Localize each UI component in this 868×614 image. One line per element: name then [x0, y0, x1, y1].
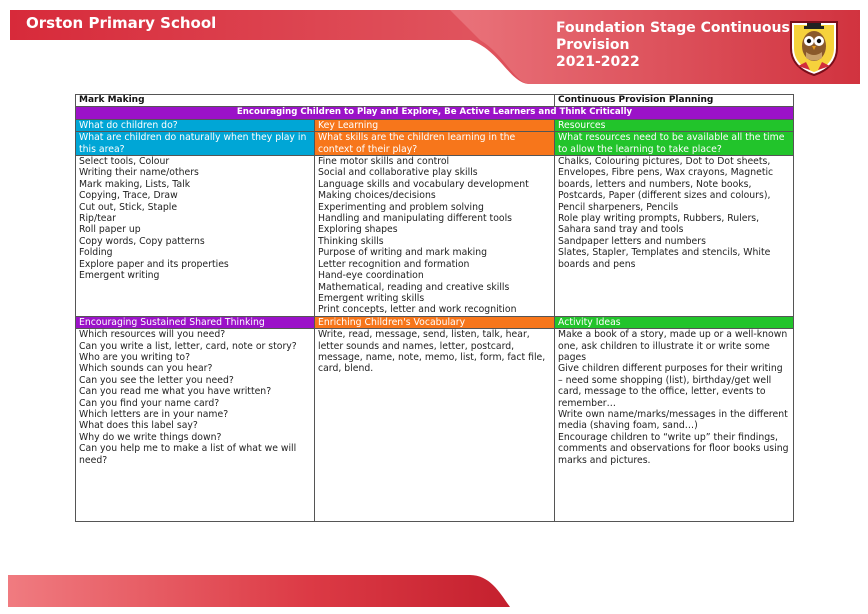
- col-head-resources: Resources: [555, 119, 794, 131]
- list-item: Social and collaborative play skills: [318, 167, 478, 179]
- list-item: Copying, Trace, Draw: [79, 190, 178, 202]
- list-item: Letter recognition and formation: [318, 258, 470, 270]
- resources-cell: [555, 156, 794, 317]
- vocabulary-text: Write, read, message, send, listen, talk, hear, letter sounds and names, letter, postcard, message, name, note, memo, list, form, fact file, card, blend.: [318, 329, 546, 375]
- content-row: [76, 156, 794, 317]
- activity-item: Write own name/marks/messages in the different media (shaving foam, sand…): [558, 408, 788, 432]
- question-item: Why do we write things down?: [79, 431, 222, 443]
- list-item: Role play writing prompts, Rubbers, Rulers, Sahara sand tray and tools: [558, 213, 760, 236]
- footer-bar: [0, 573, 868, 609]
- column-question-row: [76, 132, 794, 156]
- col-question-key-learning: What skills are the children learning in the context of their play?: [315, 132, 555, 156]
- activity-item: Give children different purposes for their writing – need some shopping (list), birthday/get well card, message to the office, letter, events to remember…: [558, 363, 783, 409]
- col-head-shared-thinking: Encouraging Sustained Shared Thinking: [76, 316, 315, 328]
- list-item: Cut out, Stick, Staple: [79, 201, 178, 213]
- list-item: Thinking skills: [318, 235, 384, 247]
- column-heading-row: [76, 119, 794, 131]
- activity-ideas-cell: [555, 329, 794, 522]
- question-item: Which letters are in your name?: [79, 408, 229, 420]
- activity-item: Encourage children to “write up” their findings, comments and observations for floor books using marks and pictures.: [558, 431, 789, 466]
- planning-table: [75, 94, 794, 522]
- shared-thinking-cell: [76, 329, 315, 522]
- list-item: Mathematical, reading and creative skills: [318, 281, 510, 293]
- list-item: Select tools, Colour: [79, 156, 170, 168]
- list-item: Slates, Stapler, Templates and stencils, White boards and pens: [558, 247, 771, 270]
- list-item: Purpose of writing and mark making: [318, 247, 488, 259]
- question-item: Which resources will you need?: [79, 329, 226, 341]
- children-do-cell: [76, 156, 315, 317]
- list-item: Exploring shapes: [318, 224, 398, 236]
- list-item: Emergent writing: [79, 270, 160, 282]
- list-item: Roll paper up: [79, 224, 141, 236]
- col-head-vocabulary: Enriching Children's Vocabulary: [315, 316, 555, 328]
- col-head-key-learning: Key Learning: [315, 119, 555, 131]
- table-title-row: [76, 95, 794, 107]
- question-item: Who are you writing to?: [79, 351, 191, 363]
- list-item: Fine motor skills and control: [318, 156, 450, 168]
- question-item: Can you help me to make a list of what we will need?: [79, 443, 297, 466]
- characteristics-banner: Encouraging Children to Play and Explore, Be Active Learners and Think Critically: [76, 107, 794, 119]
- list-item: Writing their name/others: [79, 167, 199, 179]
- school-name: Orston Primary School: [26, 14, 217, 32]
- question-item: Can you see the letter you need?: [79, 374, 234, 386]
- col-head-activity-ideas: Activity Ideas: [555, 316, 794, 328]
- list-item: Rip/tear: [79, 213, 116, 225]
- list-item: Print concepts, letter and work recognition: [318, 304, 517, 316]
- school-crest-owl-icon: [788, 18, 840, 76]
- title-line: 2021-2022: [556, 54, 640, 70]
- key-learning-cell: [315, 156, 555, 317]
- question-item: Can you write a list, letter, card, note or story?: [79, 340, 297, 352]
- col-question-children-do: What are children do naturally when they play in this area?: [76, 132, 315, 156]
- col-question-resources: What resources need to be available all the time to allow the learning to take place?: [555, 132, 794, 156]
- area-name: Mark Making: [76, 95, 555, 107]
- list-item: Copy words, Copy patterns: [79, 235, 205, 247]
- question-item: Which sounds can you hear?: [79, 363, 213, 375]
- planning-label: Continuous Provision Planning: [555, 95, 794, 107]
- list-item: Emergent writing skills: [318, 292, 425, 304]
- title-line: Provision: [556, 37, 630, 53]
- list-item: Experimenting and problem solving: [318, 201, 484, 213]
- list-item: Sandpaper letters and numbers: [558, 235, 706, 247]
- vocabulary-cell: [315, 329, 555, 522]
- list-item: Making choices/decisions: [318, 190, 436, 202]
- list-item: Hand-eye coordination: [318, 270, 424, 282]
- question-item: Can you find your name card?: [79, 397, 220, 409]
- list-item: Language skills and vocabulary development: [318, 178, 529, 190]
- col-head-children-do: What do children do?: [76, 119, 315, 131]
- list-item: Handling and manipulating different tools: [318, 213, 513, 225]
- lower-content-row: [76, 329, 794, 522]
- list-item: Explore paper and its properties: [79, 258, 229, 270]
- list-item: Mark making, Lists, Talk: [79, 178, 191, 190]
- list-item: Folding: [79, 247, 113, 259]
- document-title: [556, 20, 790, 71]
- characteristics-banner-row: [76, 107, 794, 119]
- activity-item: Make a book of a story, made up or a well-known one, ask children to illustrate it or write some pages: [558, 329, 788, 363]
- title-line: Foundation Stage Continuous: [556, 20, 790, 36]
- question-item: What does this label say?: [79, 420, 198, 432]
- lower-heading-row: [76, 316, 794, 328]
- list-item: Chalks, Colouring pictures, Dot to Dot sheets, Envelopes, Fibre pens, Wax crayons, Magnetic boards, letters and numbers, Note books, Postcards, Paper (different sizes and colours), Pencil sharpeners, Pencils: [558, 156, 774, 213]
- question-item: Can you read me what you have written?: [79, 386, 272, 398]
